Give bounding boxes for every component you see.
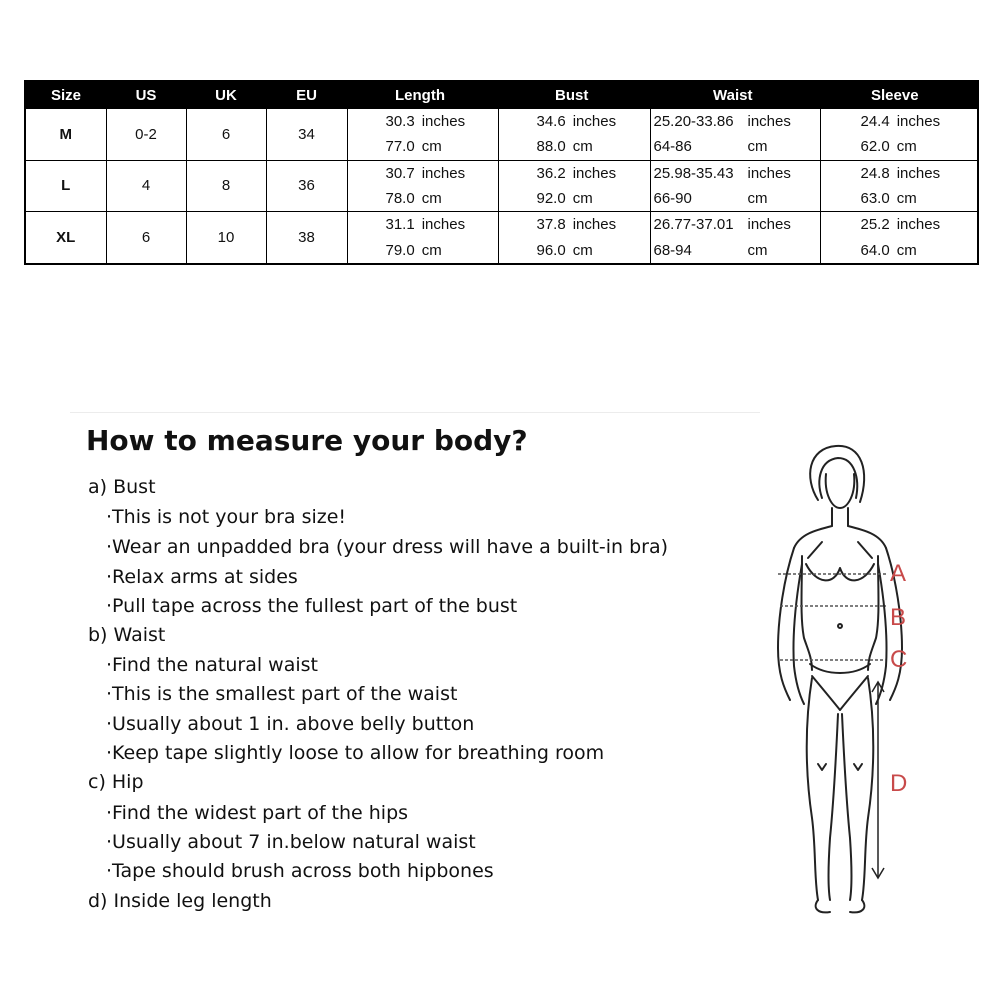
unit-label: cm xyxy=(421,241,442,259)
instruction-item: ·Tape should brush across both hipbones xyxy=(106,860,494,882)
header-us: US xyxy=(106,81,186,109)
instruction-item: ·This is the smallest part of the waist xyxy=(106,683,458,705)
bust-inches-value: 34.6 xyxy=(536,113,566,131)
sleeve-inches-value: 25.2 xyxy=(860,216,890,234)
unit-label: inches xyxy=(747,216,791,234)
unit-label: cm xyxy=(421,138,442,156)
guide-title: How to measure your body? xyxy=(86,424,528,457)
sleeve-cm-value: 62.0 xyxy=(860,138,890,156)
unit-label: inches xyxy=(896,113,941,131)
bust-inches-cell xyxy=(498,160,650,186)
us-cell: 0-2 xyxy=(106,109,186,161)
header-bust: Bust xyxy=(498,81,650,109)
sleeve-inches-cell xyxy=(820,109,978,135)
bust-cm-value: 88.0 xyxy=(536,138,566,156)
bust-cm-value: 96.0 xyxy=(536,241,566,259)
unit-label: inches xyxy=(747,164,791,182)
unit-label: cm xyxy=(572,138,593,156)
bust-cm-cell xyxy=(498,238,650,264)
header-eu: EU xyxy=(266,81,347,109)
table-header-row xyxy=(25,81,978,109)
instruction-item: ·Usually about 7 in.below natural waist xyxy=(106,831,476,853)
length-cm-cell xyxy=(347,134,498,160)
unit-label: cm xyxy=(421,190,442,208)
waist-cm-value: 64-86 xyxy=(653,138,692,156)
bust-cm-value: 92.0 xyxy=(536,190,566,208)
figure-label-a: A xyxy=(890,560,907,587)
body-measurement-figure xyxy=(760,438,930,928)
unit-label: inches xyxy=(572,164,617,182)
waist-cm-cell xyxy=(650,186,820,212)
instruction-item: ·Relax arms at sides xyxy=(106,566,298,588)
eu-cell: 34 xyxy=(266,109,347,161)
section-label-inside-leg: d) Inside leg length xyxy=(88,890,272,912)
unit-label: inches xyxy=(747,113,791,131)
unit-label: cm xyxy=(896,138,917,156)
section-divider xyxy=(70,412,760,413)
bust-inches-cell xyxy=(498,109,650,135)
waist-inches-cell xyxy=(650,212,820,238)
length-inches-cell xyxy=(347,109,498,135)
waist-cm-cell xyxy=(650,238,820,264)
sleeve-cm-cell xyxy=(820,134,978,160)
sleeve-inches-value: 24.4 xyxy=(860,113,890,131)
uk-cell: 6 xyxy=(186,109,266,161)
unit-label: inches xyxy=(421,216,466,234)
bust-cm-cell xyxy=(498,186,650,212)
instruction-item: ·Find the widest part of the hips xyxy=(106,802,409,824)
table-row xyxy=(25,160,978,186)
figure-label-c: C xyxy=(890,646,908,673)
unit-label: cm xyxy=(747,138,768,156)
length-inches-value: 30.7 xyxy=(385,164,415,182)
instruction-item: ·Usually about 1 in. above belly button xyxy=(106,713,475,735)
instruction-item: ·This is not your bra size! xyxy=(106,506,347,528)
length-cm-cell xyxy=(347,238,498,264)
us-cell: 4 xyxy=(106,160,186,212)
table-row xyxy=(25,109,978,135)
eu-cell: 38 xyxy=(266,212,347,264)
unit-label: cm xyxy=(896,241,917,259)
table-row xyxy=(25,212,978,238)
eu-cell: 36 xyxy=(266,160,347,212)
bust-inches-cell xyxy=(498,212,650,238)
figure-label-b: B xyxy=(890,604,907,631)
unit-label: inches xyxy=(421,113,466,131)
section-label-waist: b) Waist xyxy=(88,624,166,646)
unit-label: cm xyxy=(896,190,917,208)
length-cm-value: 77.0 xyxy=(385,138,415,156)
length-cm-value: 78.0 xyxy=(385,190,415,208)
header-size: Size xyxy=(25,81,106,109)
waist-inches-value: 25.20-33.86 xyxy=(653,113,734,131)
sleeve-cm-value: 64.0 xyxy=(860,241,890,259)
instruction-item: ·Find the natural waist xyxy=(106,654,318,676)
waist-cm-value: 68-94 xyxy=(653,241,692,259)
section-label-hip: c) Hip xyxy=(88,771,144,793)
header-sleeve: Sleeve xyxy=(820,81,978,109)
unit-label: inches xyxy=(421,164,466,182)
unit-label: inches xyxy=(572,216,617,234)
length-inches-cell xyxy=(347,160,498,186)
length-inches-cell xyxy=(347,212,498,238)
unit-label: cm xyxy=(572,190,593,208)
waist-inches-cell xyxy=(650,109,820,135)
length-inches-value: 31.1 xyxy=(385,216,415,234)
length-inches-value: 30.3 xyxy=(385,113,415,131)
uk-cell: 10 xyxy=(186,212,266,264)
size-cell: L xyxy=(25,160,106,212)
header-uk: UK xyxy=(186,81,266,109)
header-waist: Waist xyxy=(650,81,820,109)
length-cm-value: 79.0 xyxy=(385,241,415,259)
bust-cm-cell xyxy=(498,134,650,160)
waist-inches-cell xyxy=(650,160,820,186)
sleeve-cm-cell xyxy=(820,186,978,212)
sleeve-inches-cell xyxy=(820,212,978,238)
us-cell: 6 xyxy=(106,212,186,264)
instruction-item: ·Keep tape slightly loose to allow for breathing room xyxy=(106,742,605,764)
unit-label: inches xyxy=(896,216,941,234)
instruction-item: ·Pull tape across the fullest part of the bust xyxy=(106,595,518,617)
instruction-item: ·Wear an unpadded bra (your dress will have a built-in bra) xyxy=(106,536,669,558)
unit-label: inches xyxy=(572,113,617,131)
unit-label: cm xyxy=(747,241,768,259)
waist-inches-value: 26.77-37.01 xyxy=(653,216,734,234)
figure-label-d: D xyxy=(890,770,908,797)
waist-inches-value: 25.98-35.43 xyxy=(653,164,734,182)
size-cell: XL xyxy=(25,212,106,264)
waist-cm-value: 66-90 xyxy=(653,190,692,208)
sleeve-inches-value: 24.8 xyxy=(860,164,890,182)
header-length: Length xyxy=(347,81,498,109)
unit-label: cm xyxy=(572,241,593,259)
body-outline-illustration xyxy=(760,438,930,928)
sleeve-cm-value: 63.0 xyxy=(860,190,890,208)
unit-label: cm xyxy=(747,190,768,208)
sleeve-cm-cell xyxy=(820,238,978,264)
waist-cm-cell xyxy=(650,134,820,160)
unit-label: inches xyxy=(896,164,941,182)
bust-inches-value: 37.8 xyxy=(536,216,566,234)
size-cell: M xyxy=(25,109,106,161)
sleeve-inches-cell xyxy=(820,160,978,186)
size-chart-table xyxy=(24,80,979,265)
length-cm-cell xyxy=(347,186,498,212)
bust-inches-value: 36.2 xyxy=(536,164,566,182)
section-label-bust: a) Bust xyxy=(88,476,156,498)
uk-cell: 8 xyxy=(186,160,266,212)
